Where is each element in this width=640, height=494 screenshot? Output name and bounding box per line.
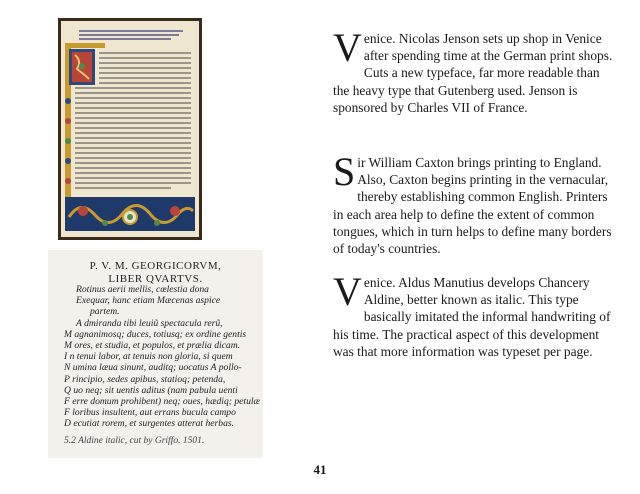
aldine-line: Q uo neq; sit uentis aditus (nam pabula uenti [64,384,238,396]
aldine-line: N umina læua sinunt, auditq; uocatus A pollo- [64,362,242,374]
drop-cap: V [333,25,362,70]
aldine-line: M agnanimosq; duces, totiusq; ex ordine gentis [64,328,247,340]
aldine-line: Exequar, hanc etiam Mæcenas aspice [76,295,221,307]
paragraph-manutius [333,269,618,360]
page-number: 41 [313,462,327,477]
aldine-heading-2: LIBER QVARTVS. [108,273,203,285]
paragraph-jenson [333,25,618,116]
aldine-line: F loribus insultent, aut errans bucula campo [64,407,236,419]
drop-cap: V [333,269,362,314]
illuminated-page-drawing [61,21,199,237]
aldine-line: I n tenui labor, at tenuis non gloria, si quem [64,351,233,363]
aldine-caption: 5.2 Aldine italic, cut by Griffo. 1501. [64,436,205,446]
illuminated-page-surface [61,21,199,237]
aldine-line: M ores, et studia, et populos, et prælia dicam. [64,339,241,351]
aldine-text-lines [64,284,260,430]
paragraph-text: ir William Caxton brings printing to England. Also, Caxton begins printing in the vernacular, thereby establishing common English. Printers in each area help to define the extent of common tongues, which in turn helps to define many borders of today's countries. [333,155,612,257]
aldine-line: A dmiranda tibi leuiũ spectacula rerũ, [76,317,223,329]
aldine-line: partem. [90,306,120,318]
aldine-line: Rotinus aerii mellis, cœlestia dona [76,284,209,295]
paragraph-caxton [333,149,618,257]
paragraph-text: enice. Aldus Manutius develops Chancery Aldine, better known as italic. This type basically imitated the informal handwriting of his time. The practical aspect of this development was that more information was typeset per page. [333,275,611,359]
aldine-italic-image [48,250,263,458]
aldine-line: F erre domum prohibent) neq; oues, hædiq; petulæ [64,395,260,407]
illuminated-page-image [58,18,202,240]
aldine-line: D ecutiat rorem, et surgentes atterat herbas. [64,418,234,430]
aldine-line: P rincipio, sedes apibus, statioq; petenda, [64,373,226,385]
paragraph-text: enice. Nicolas Jenson sets up shop in Venice after spending time at the German print shops. Cuts a new typeface, far more readable than the heavy type that Gutenberg used. Jenson is sponsored by Charles VII of France. [333,31,613,115]
aldine-heading-1: P. V. M. GEORGICORVM, [89,260,222,272]
drop-cap: S [333,149,356,194]
